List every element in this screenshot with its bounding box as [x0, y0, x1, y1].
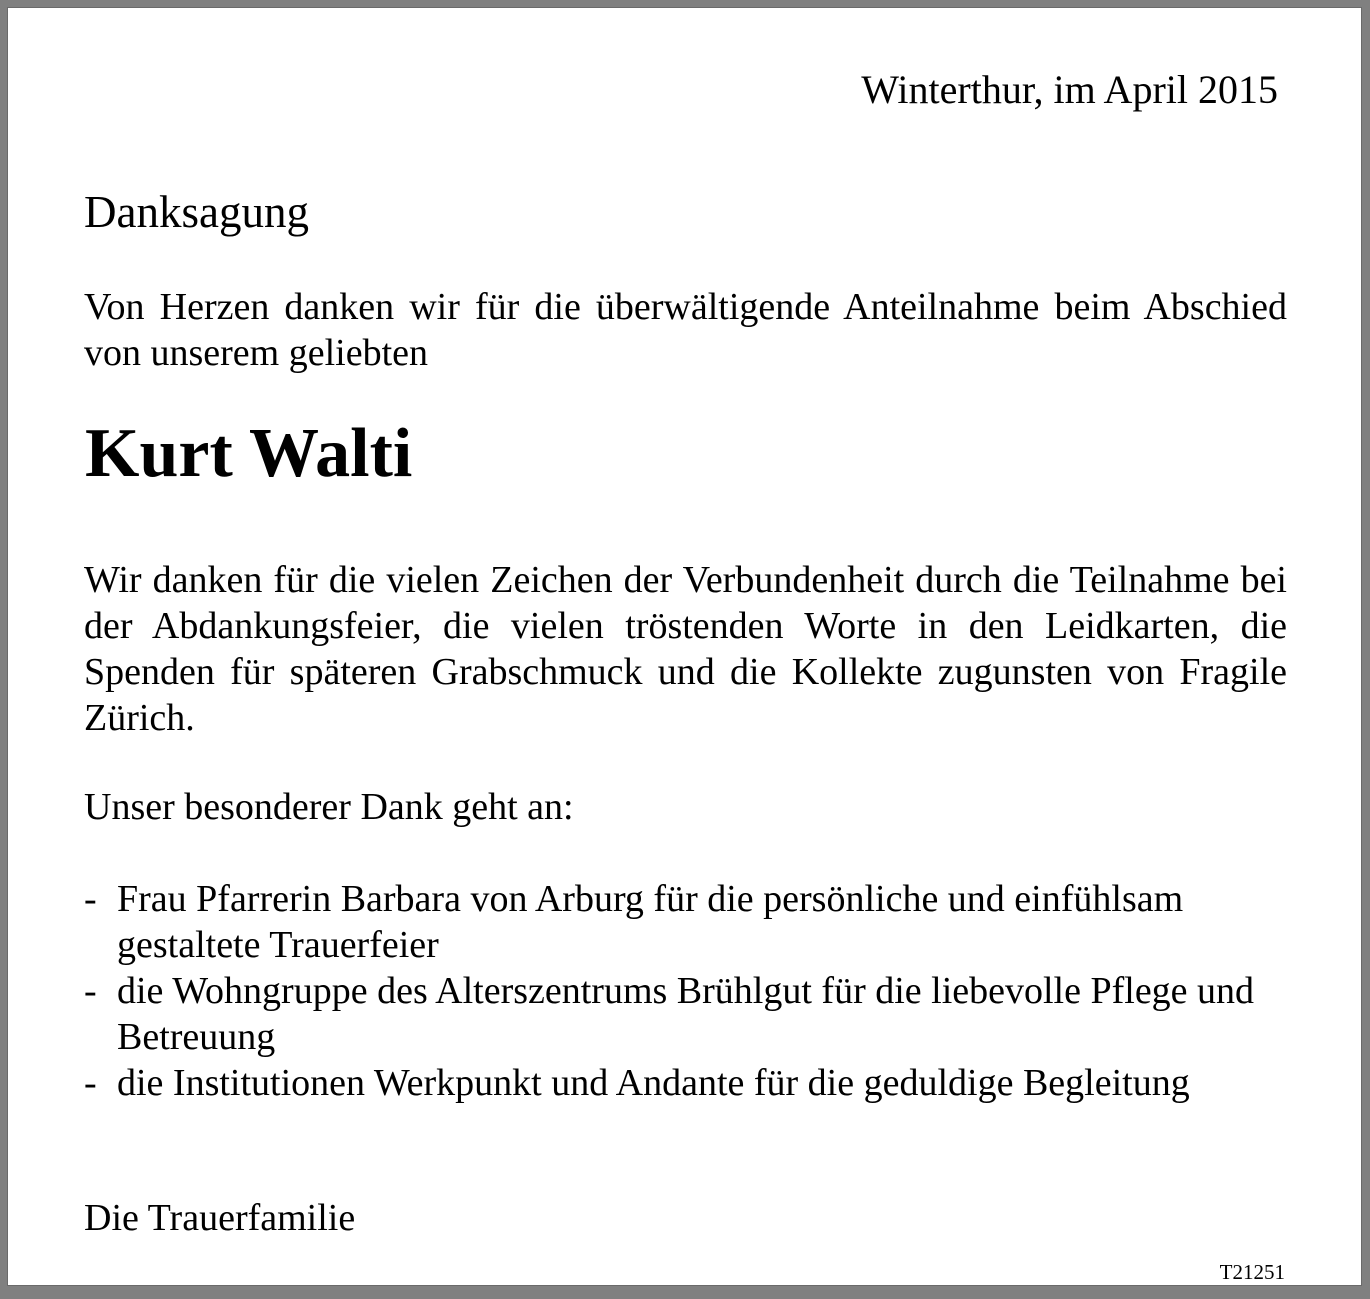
list-item [84, 1060, 1287, 1106]
place-date: Winterthur, im April 2015 [861, 67, 1278, 112]
dash-bullet: - [84, 1062, 97, 1104]
notice-title: Danksagung [84, 187, 309, 237]
special-thanks-list [84, 876, 1287, 1106]
signature: Die Trauerfamilie [84, 1197, 356, 1239]
intro-paragraph: Von Herzen danken wir für die überwältigende Anteilnahme beim Abschied von unserem geliebten [84, 286, 1287, 374]
list-item-text: die Institutionen Werkpunkt und Andante für die geduldige Begleitung [117, 1062, 1190, 1104]
reference-code: T21251 [1219, 1260, 1285, 1284]
list-item-text: Frau Pfarrerin Barbara von Arburg für die persönliche und einfühlsam gestaltete Trauerfeier [117, 878, 1184, 966]
obituary-notice [7, 7, 1362, 1286]
dash-bullet: - [84, 878, 97, 920]
thanks-paragraph: Wir danken für die vielen Zeichen der Verbundenheit durch die Teilnahme bei der Abdankungsfeier, die vielen tröstenden Worte in den Leidkarten, die Spenden für späteren Grabschmuck und die Kollekte zugunsten von Fragile Zürich. [84, 559, 1287, 739]
list-item-text: die Wohngruppe des Alterszentrums Brühlgut für die liebevolle Pflege und Betreuung [117, 970, 1255, 1058]
list-item [84, 876, 1287, 968]
special-thanks-intro: Unser besonderer Dank geht an: [84, 786, 574, 828]
deceased-name: Kurt Walti [85, 415, 413, 492]
dash-bullet: - [84, 970, 97, 1012]
list-item [84, 968, 1287, 1060]
